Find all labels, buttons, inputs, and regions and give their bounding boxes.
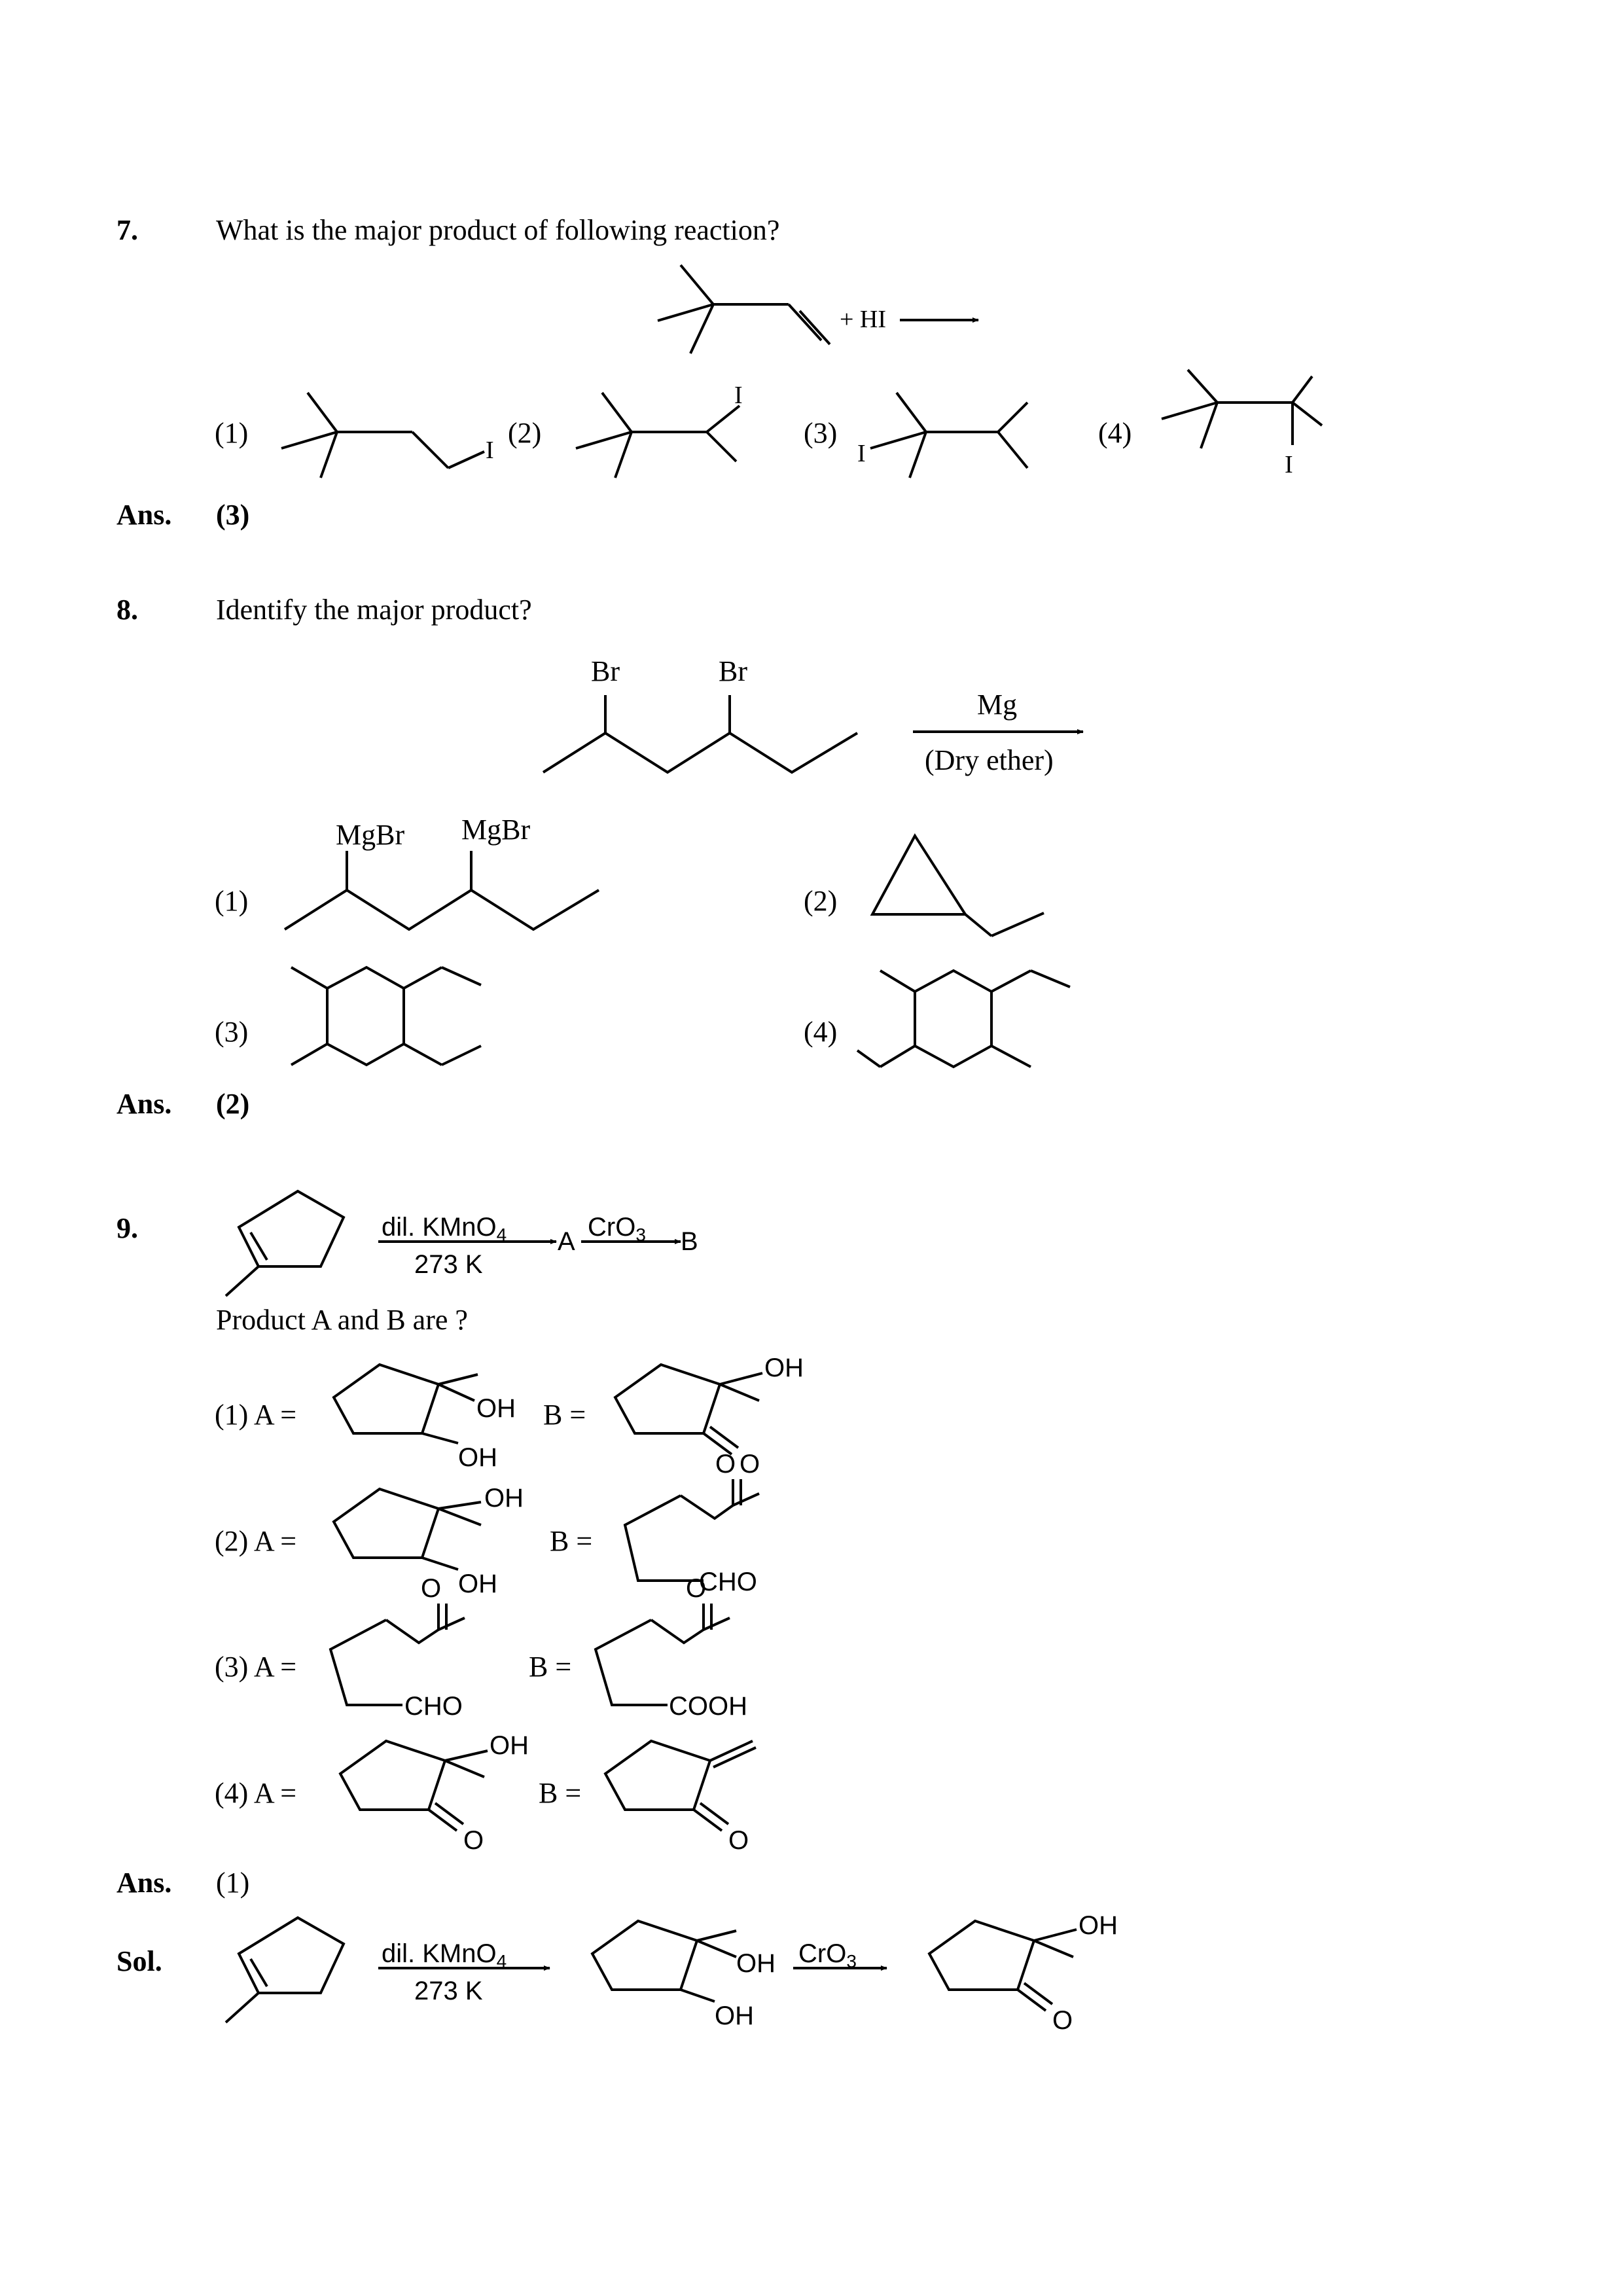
q9-sol-label: Sol.: [116, 1945, 162, 1977]
q8-option-4-structure: [857, 971, 1070, 1067]
hydroxyl-label: OH: [484, 1484, 524, 1513]
q9-option-2-label: (2) A =: [215, 1525, 297, 1557]
aldehyde-label: CHO: [404, 1692, 463, 1721]
q7-option-1-label: (1): [215, 417, 249, 449]
q9-step2-reagent: CrO$_3$: [588, 1213, 646, 1245]
q8-question: Identify the major product?: [216, 594, 532, 626]
q7-question: What is the major product of following reaction?: [216, 214, 780, 246]
q9-option-4-label: (4) A =: [215, 1777, 297, 1809]
q8-option-2-structure: [872, 836, 1044, 936]
sol-diol-structure: [592, 1921, 776, 2030]
q8-option-4-label: (4): [804, 1016, 838, 1048]
q9-number: 9.: [116, 1212, 138, 1244]
aldehyde-label: CHO: [699, 1568, 757, 1596]
q9-step1-reagent: dil. KMnO$_4$: [382, 1213, 507, 1245]
q9-step1-condition: 273 K: [414, 1250, 483, 1279]
q9-option-3-b-label: B =: [529, 1651, 572, 1683]
iodine-label: I: [1285, 451, 1293, 478]
sol-step1-reagent: dil. KMnO$_4$: [382, 1939, 507, 1971]
q8-option-3-structure: [291, 967, 481, 1065]
q9-reactant-structure: [226, 1191, 344, 1296]
q7-option-3-label: (3): [804, 417, 838, 449]
iodine-label: I: [857, 440, 866, 467]
carbonyl-oxygen-label: O: [740, 1450, 760, 1479]
q8-reagent-top: Mg: [977, 689, 1018, 721]
hydroxyl-label: OH: [764, 1354, 804, 1382]
bromine-label: Br: [591, 655, 620, 687]
q8-reactant-structure: [543, 655, 857, 772]
q9-option-1-a-structure: [334, 1365, 516, 1472]
q9-option-2-b-label: B =: [550, 1525, 593, 1557]
q8-reagent-bottom: (Dry ether): [925, 744, 1054, 776]
iodine-label: I: [734, 382, 743, 409]
q7-number: 7.: [116, 214, 138, 246]
q9-answer: (1): [216, 1867, 250, 1899]
q9-option-1-b-structure: [615, 1354, 804, 1479]
hydroxyl-label: OH: [476, 1394, 516, 1423]
q9-option-1-b-label: B =: [543, 1399, 586, 1431]
carbonyl-oxygen-label: O: [728, 1826, 749, 1855]
q8-option-2-label: (2): [804, 885, 838, 917]
sol-step2-reagent: CrO$_3$: [798, 1939, 857, 1971]
q7-option-2-structure: [576, 382, 743, 478]
q9-option-1-label: (1) A =: [215, 1399, 297, 1431]
bromine-label: Br: [719, 655, 747, 687]
q7-option-4-structure: [1162, 370, 1322, 478]
carbonyl-oxygen-label: O: [463, 1826, 484, 1855]
q9-option-4-b-label: B =: [539, 1777, 582, 1809]
q7-reactant-structure: [658, 265, 830, 353]
q9-final-b: B: [681, 1227, 698, 1256]
q7-option-2-label: (2): [508, 417, 542, 449]
q9-option-3-label: (3) A =: [215, 1651, 297, 1683]
q9-ans-label: Ans.: [116, 1867, 172, 1899]
mgbr-label: MgBr: [461, 814, 531, 846]
sol-step1-condition: 273 K: [414, 1977, 483, 2005]
hydroxyl-label: OH: [490, 1731, 529, 1760]
q8-answer: (2): [216, 1088, 250, 1120]
carbonyl-oxygen-label: O: [1052, 2006, 1073, 2035]
hydroxyl-label: OH: [736, 1949, 776, 1978]
q7-answer: (3): [216, 499, 250, 531]
q9-intermediate-a: A: [558, 1227, 575, 1256]
q9-option-4-b-structure: [605, 1741, 756, 1855]
q9-option-4-a-structure: [340, 1731, 529, 1855]
q8-option-3-label: (3): [215, 1016, 249, 1048]
carbonyl-oxygen-label: O: [715, 1450, 736, 1479]
q8-number: 8.: [116, 594, 138, 626]
q7-reagent: + HI: [840, 306, 887, 333]
sol-product-structure: [929, 1911, 1118, 2035]
q8-option-1-structure: [285, 814, 599, 929]
carboxylic-acid-label: COOH: [669, 1692, 747, 1721]
sol-reactant-structure: [226, 1918, 344, 2022]
hydroxyl-label: OH: [458, 1443, 497, 1472]
mgbr-label: MgBr: [336, 819, 405, 851]
carbonyl-oxygen-label: O: [421, 1574, 442, 1603]
q8-option-1-label: (1): [215, 885, 249, 917]
q9-option-3-a-structure: [330, 1574, 465, 1721]
hydroxyl-label: OH: [458, 1570, 497, 1598]
q8-ans-label: Ans.: [116, 1088, 172, 1120]
carbonyl-oxygen-label: O: [686, 1574, 707, 1603]
iodine-label: I: [486, 437, 494, 464]
q7-option-4-label: (4): [1098, 417, 1132, 449]
q7-option-3-structure: [857, 393, 1027, 478]
hydroxyl-label: OH: [1079, 1911, 1118, 1940]
q7-option-1-structure: [281, 393, 494, 478]
q9-question: Product A and B are ?: [216, 1304, 468, 1336]
q7-ans-label: Ans.: [116, 499, 172, 531]
hydroxyl-label: OH: [715, 2001, 754, 2030]
